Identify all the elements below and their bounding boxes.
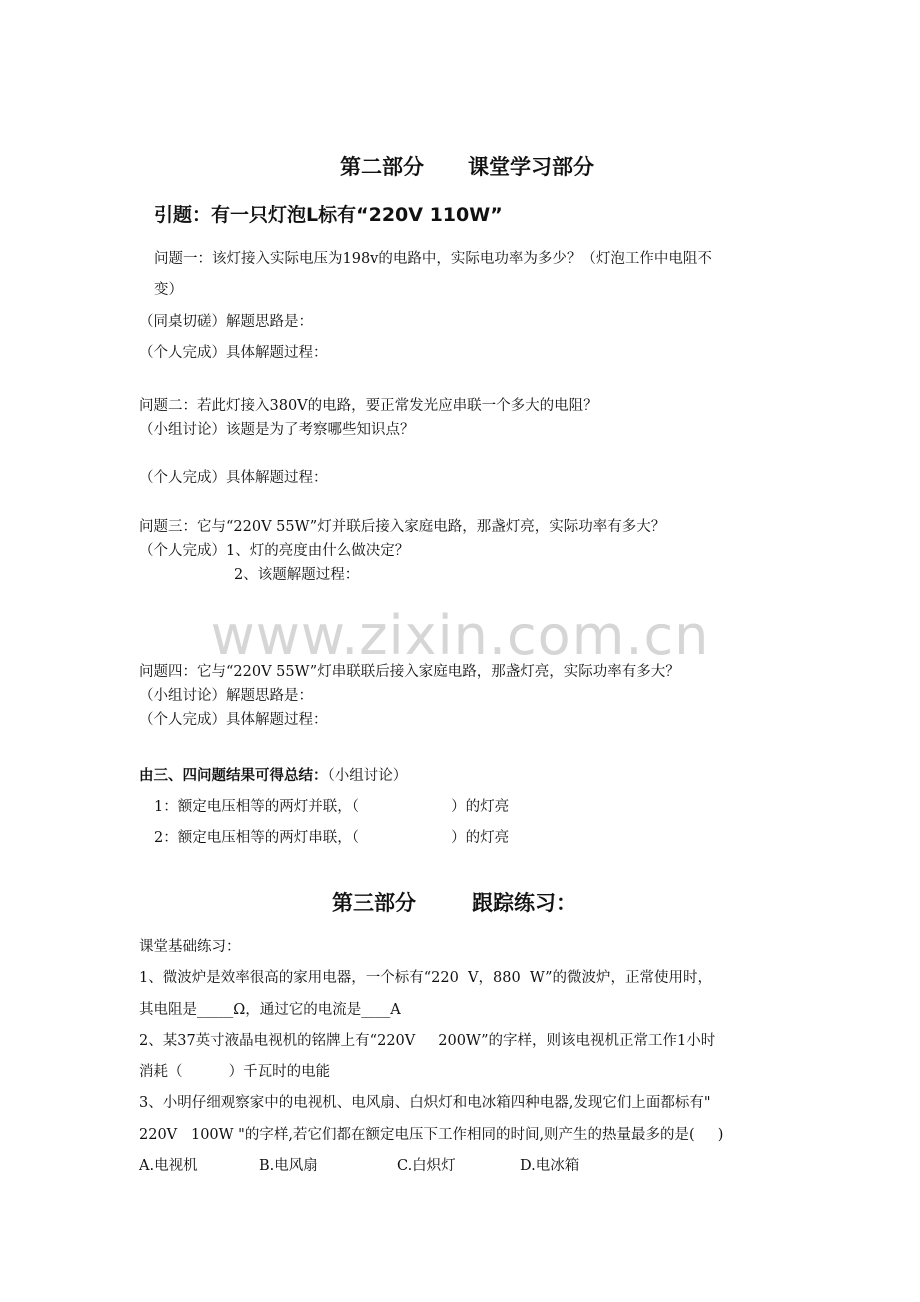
question-1-solve: （个人完成）具体解题过程： [139, 345, 328, 361]
question-3-sub2: 2、该题解题过程： [234, 567, 360, 583]
option-c: C.白炽灯 [397, 1158, 456, 1174]
part3-title-a: 第三部分 [332, 891, 416, 915]
intro-heading: 引题：有一只灯泡L标有“220V 110W” [154, 204, 503, 226]
question-4-solve: （个人完成）具体解题过程： [139, 712, 328, 728]
part2-title-a: 第二部分 [340, 155, 424, 179]
exercise-3-line1: 3、小明仔细观察家中的电视机、电风扇、白炽灯和电冰箱四种电器,发现它们上面都标有" [139, 1095, 711, 1111]
option-d: D.电冰箱 [520, 1158, 580, 1174]
question-4: 问题四：它与“220V 55W”灯串联联后接入家庭电路，那盏灯亮，实际功率有多大？ [139, 664, 680, 680]
summary-item-1: 1：额定电压相等的两灯并联，（ ）的灯亮 [154, 799, 510, 815]
question-2-discuss: （小组讨论）该题是为了考察哪些知识点？ [139, 422, 415, 438]
summary-item-2: 2：额定电压相等的两灯串联，（ ）的灯亮 [154, 830, 510, 846]
question-1-line2: 变） [154, 282, 183, 298]
summary-heading [139, 766, 407, 786]
exercise-1-line1: 1、微波炉是效率很高的家用电器，一个标有“220 V，880 W”的微波炉，正常使用时， [139, 970, 712, 986]
question-3: 问题三：它与“220V 55W”灯并联后接入家庭电路，那盏灯亮，实际功率有多大？ [139, 519, 666, 535]
question-1-line1: 问题一：该灯接入实际电压为198v的电路中，实际电功率为多少？（灯泡工作中电阻不 [154, 251, 712, 267]
summary-note: （小组讨论） [327, 768, 408, 784]
part3-title-b: 跟踪练习： [472, 891, 577, 915]
summary-bold: 由三、四问题结果可得总结： [139, 768, 328, 784]
question-3-sub1: （个人完成）1、灯的亮度由什么做决定？ [139, 543, 410, 559]
exercise-2-line1: 2、某37英寸液晶电视机的铭牌上有“220V 200W”的字样，则该电视机正常工作1小时 [139, 1033, 716, 1049]
exercise-basic-heading: 课堂基础练习： [139, 939, 241, 955]
option-a: A.电视机 [139, 1158, 198, 1174]
exercise-1-line2: 其电阻是_____Ω，通过它的电流是____A [139, 1002, 401, 1018]
part2-title-b: 课堂学习部分 [468, 155, 594, 179]
option-b: B.电风扇 [259, 1158, 318, 1174]
question-1-think: （同桌切磋）解题思路是： [139, 314, 313, 330]
watermark: www.zixin.com.cn [210, 604, 710, 667]
question-2-solve: （个人完成）具体解题过程： [139, 470, 328, 486]
exercise-3-line2: 220V 100W "的字样,若它们都在额定电压下工作相同的时间,则产生的热量最多的是( ) [139, 1127, 724, 1143]
question-2: 问题二：若此灯接入380V的电路，要正常发光应串联一个多大的电阻？ [139, 398, 598, 414]
question-4-think: （小组讨论）解题思路是： [139, 688, 313, 704]
exercise-2-line2: 消耗（ ）千瓦时的电能 [139, 1064, 331, 1080]
